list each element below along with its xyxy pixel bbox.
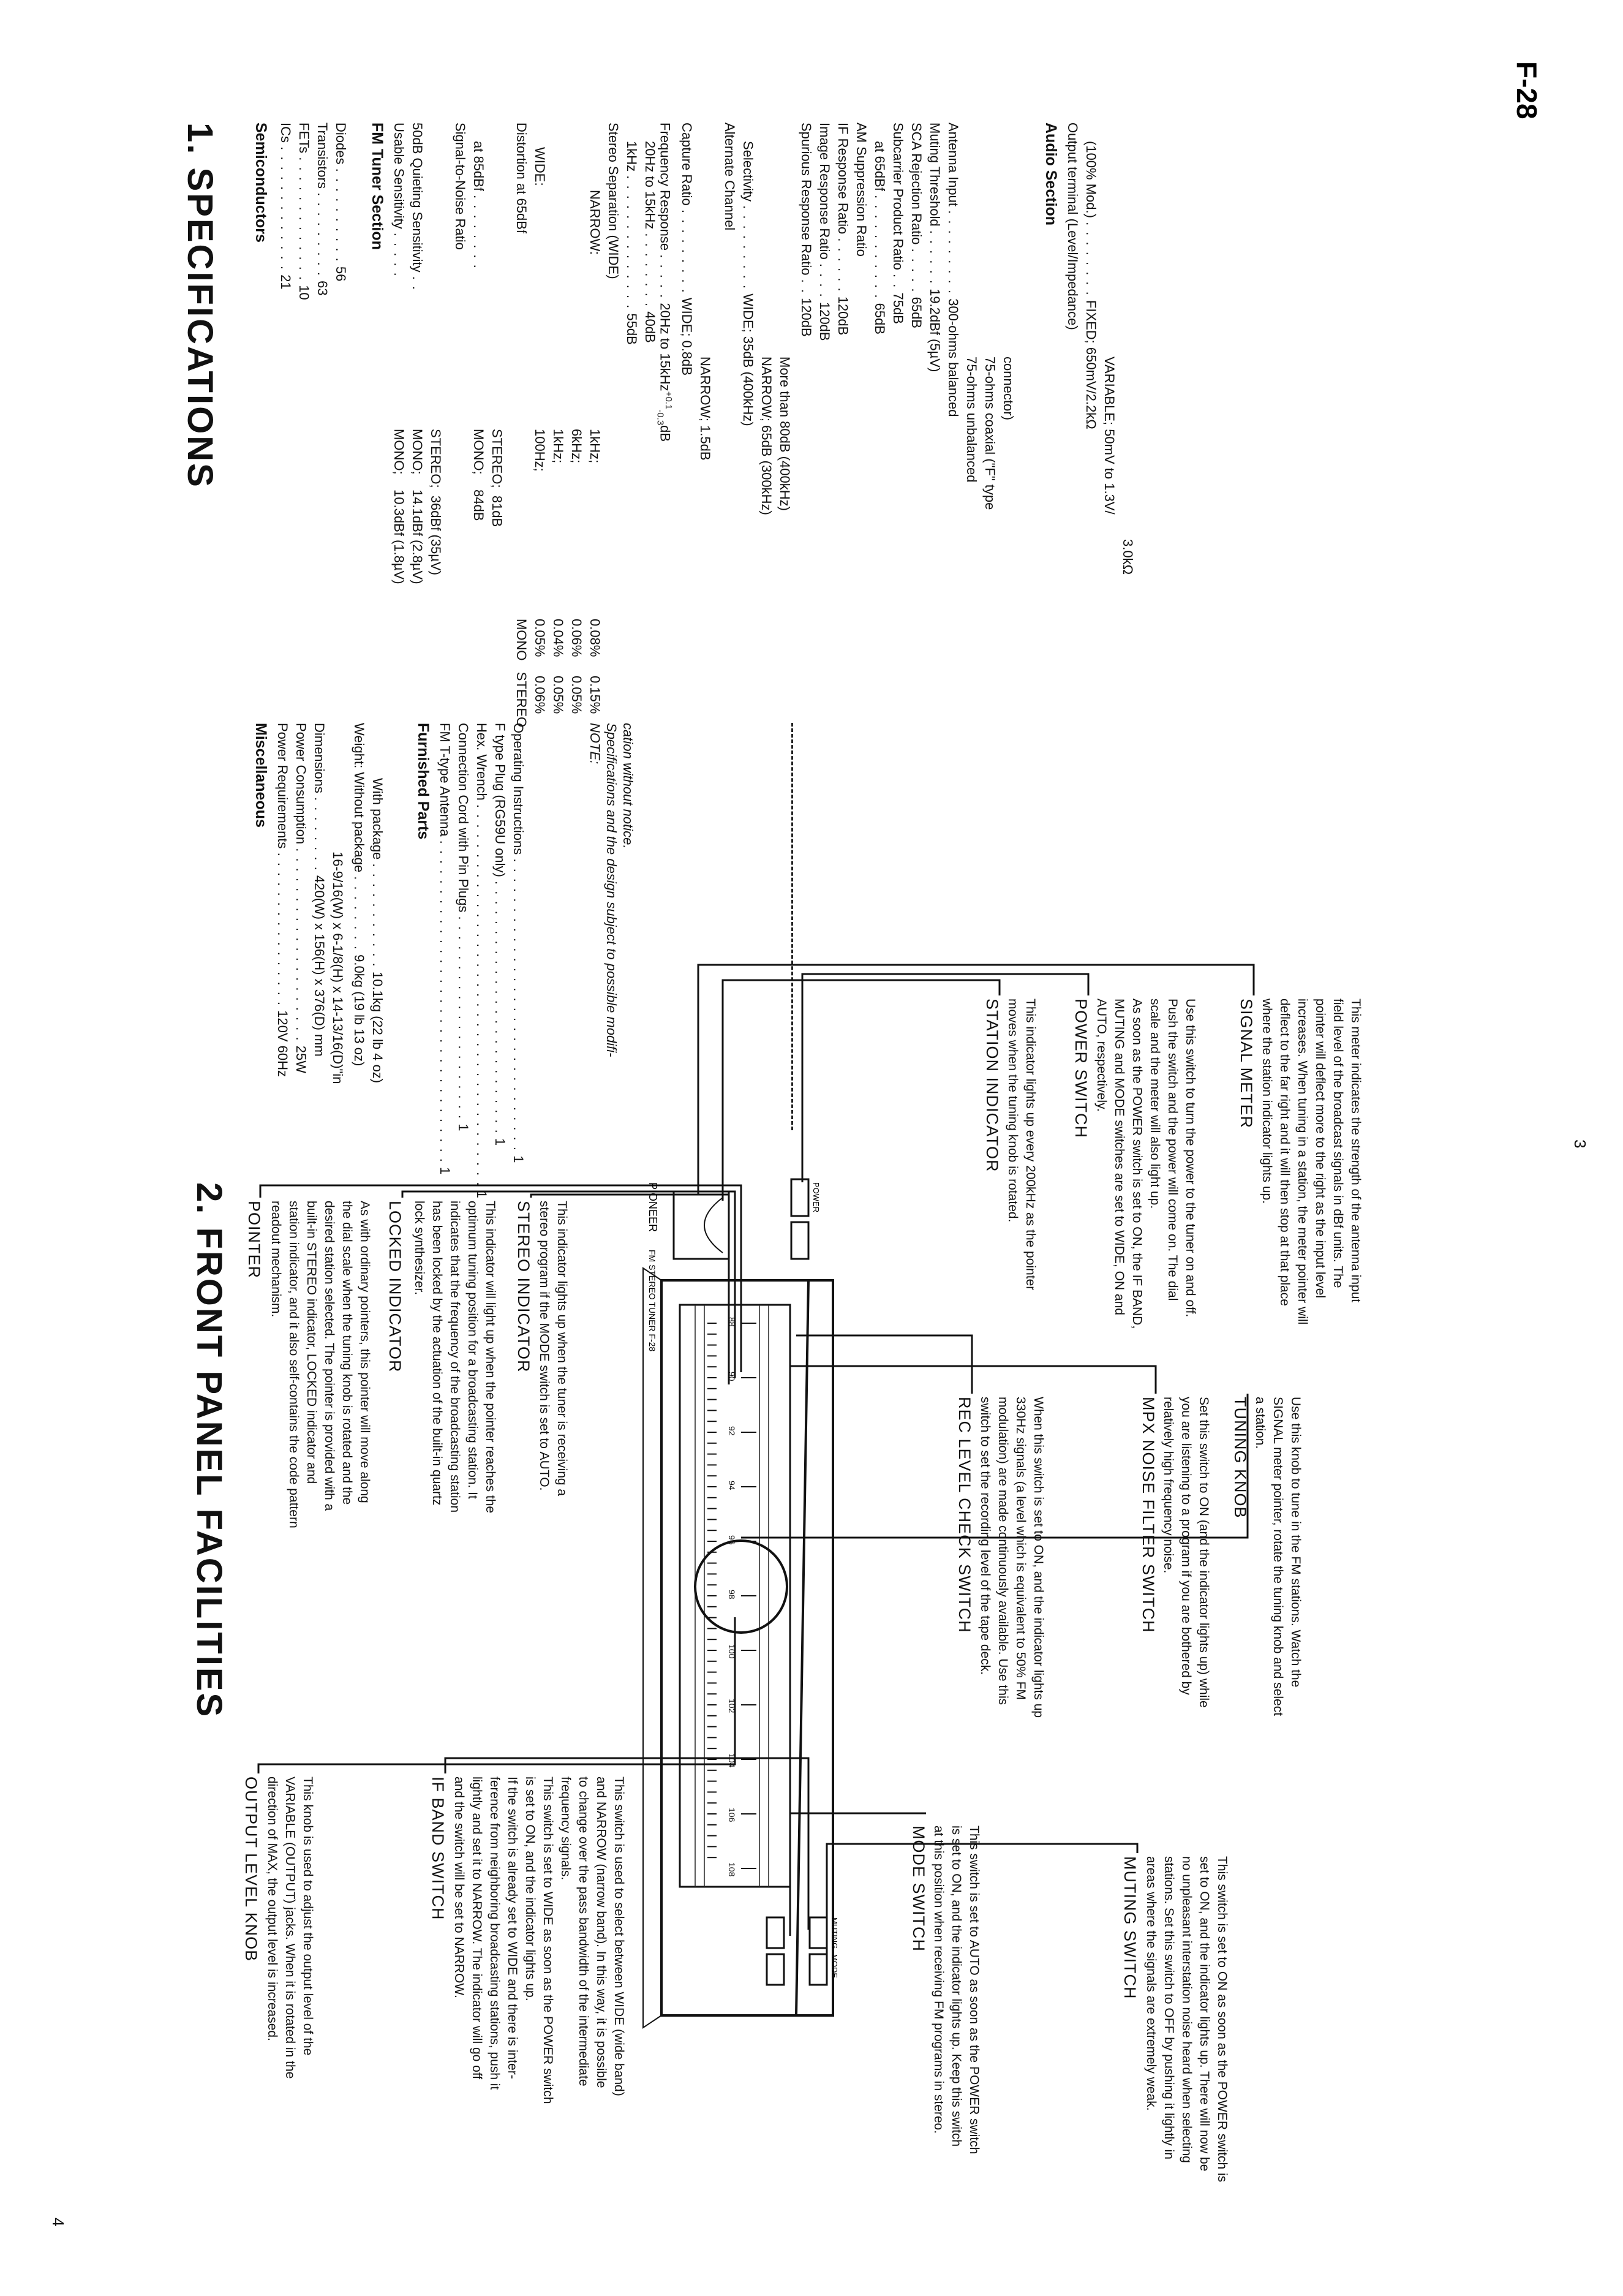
- facilities-title: 2. FRONT PANEL FACILITIES: [189, 1182, 229, 1719]
- dist-row: 1kHz;: [551, 429, 566, 464]
- dist-row: 0.08% 0.15%: [587, 619, 603, 714]
- spec-row: With package . . . . . . . . . . . 10.1kg (22 lb 4 oz): [370, 778, 385, 1084]
- panel-brand: PIONEER: [647, 1182, 659, 1233]
- spec-row: Diodes . . . . . . . . . . 56: [333, 123, 348, 282]
- spec-row: Hex. Wrench . . . . . . . . . . . . . . . . . . . . . . . . . . . . . . . . . . . . . . . 1: [474, 723, 489, 1198]
- spec-row: (100% Mod.) . . . . . . . . FIXED; 650mV/2.2kΩ: [1083, 141, 1099, 429]
- panel-model: FM STEREO TUNER F-28: [647, 1250, 657, 1352]
- muting-text: This switch is set to ON as soon as the POWER switch is set to ON, and the indicator lights up. There will now be no unpleasant interstation noise heard when selecting stations. Set this switch to OFF by pushing it lightly in areas where the signals are extremely weak.: [1144, 1856, 1229, 2183]
- spec-row: 20Hz to 15kHz . . . . . . . . 40dB: [642, 141, 658, 343]
- signal-text: This meter indicates the strength of the antenna input field level of the broadcast signals in dBf units. The pointer will deflect more to the right as the input level increases. When tuning in a station, the meter pointer will deflect to the far right and it will then stop at that place where the station indicator lights up.: [1260, 999, 1363, 1325]
- spec-row: Power Requirements . . . . . . . . . . . . . . . . 120V 60Hz: [275, 723, 290, 1078]
- pointer-text: As with ordinary pointers, this pointer will move along the dial scale when the tuning knob is rotated and the desired station selected. The pointer is provided with a built-in STEREO indicator, LOCKED indicator and station indicator, and it also self-contains the code pattern readout mechanism.: [269, 1201, 372, 1528]
- page-number-right: 4: [49, 2218, 67, 2227]
- locked-text: This indicator will light up when the pointer reaches the optimum tuning position for a broadcasting station. It indicates that the frequency of the broadcasting station has been locked by the actuation of the built-in quartz lock synthesizer.: [412, 1201, 497, 1514]
- reclevel-heading: REC LEVEL CHECK SWITCH: [955, 1397, 974, 1633]
- spec-row: Image Response Ratio . . . . 120dB: [817, 123, 832, 341]
- mpx-heading: MPX NOISE FILTER SWITCH: [1139, 1397, 1158, 1633]
- reclevel-text: When this switch is set to ON, and the indicator lights up 330Hz signals (a level which is equivalent to 50% FM modulation) are made continuously available. Use this switch to set the recording level of the tape deck.: [978, 1397, 1045, 1718]
- ifband-text: This switch is used to select between WIDE (wide band) and NARROW (narrow band). In this way, it is possible to change over the pass bandwidth of the intermediate frequency signals. This switch is set to WIDE as soon as the POWER switch is set to ON, and the indicator lights up. If the switch is already set to WIDE and there is inter- ference from neighboring broadcasting stations, push it lightly and set it to NARROW. The indicator will go off and the switch will be set to NARROW.: [452, 1777, 626, 2104]
- spec-row: SCA Rejection Ratio . . . . . 65dB: [909, 123, 924, 328]
- dist-col-header: MONO STEREO: [514, 619, 529, 728]
- dial-tick-labels: [727, 1317, 737, 1877]
- output-heading: OUTPUT LEVEL KNOB: [242, 1777, 260, 1962]
- spec-row: NARROW:: [587, 190, 603, 255]
- spec-row: Weight: Without package . . . . . . . . 9.0kg (19 lb 13 oz): [352, 723, 367, 1067]
- page-code: F-28: [1511, 61, 1543, 119]
- dial-tick-label: 106: [727, 1808, 737, 1822]
- spec-value: STEREO; 81dB: [489, 429, 505, 527]
- spec-row: FETs . . . . . . . . . . . . . 10: [296, 123, 312, 300]
- spec-row: Spurious Response Ratio . . 120dB: [799, 123, 814, 337]
- note-text: cation without notice.: [620, 723, 636, 849]
- mode-text: This switch is set to AUTO as soon as the POWER switch is set to ON, and the indicator lights up. Keep this switch at this position when receiving FM programs in stereo.: [932, 1826, 981, 2154]
- spec-row: Antenna Input . . . . . . . . . 300-ohms balanced: [946, 123, 961, 417]
- spec-row: at 85dBf . . . . . . . .: [471, 141, 486, 270]
- dial-tick-label: 88: [727, 1317, 737, 1327]
- signal-meter: [674, 1191, 729, 1259]
- dial-tick-label: 98: [727, 1590, 737, 1599]
- spec-row: FM T-type Antenna . . . . . . . . . . . . . . . . . . . . . . . . . . . . . . . . . 1: [437, 723, 453, 1175]
- spec-row: Usable Sensitivity . . . . .: [391, 123, 407, 278]
- spec-value: More than 80dB (400kHz): [777, 357, 793, 511]
- spec-row: Transistors . . . . . . . . . 63: [315, 123, 330, 296]
- misc-heading: Miscellaneous: [252, 723, 269, 828]
- mode-heading: MODE SWITCH: [909, 1826, 928, 1952]
- spec-value: 3.0kΩ: [1120, 539, 1135, 575]
- spec-row: at 65dBf . . . . . . . . . . . 65dB: [872, 141, 887, 334]
- spec-row: Subcarrier Product Ratio . . 75dB: [891, 123, 906, 324]
- tuning-heading: TUNING KNOB: [1231, 1397, 1249, 1519]
- panel-muting-label: MUTING: [830, 1917, 839, 1949]
- leader-lines: [258, 965, 1254, 1973]
- dial-tick-label: 92: [727, 1426, 737, 1436]
- ifband-heading: IF BAND SWITCH: [429, 1777, 447, 1920]
- spec-value: NARROW; 1.5dB: [698, 357, 713, 461]
- tuning-knob: [695, 1541, 787, 1633]
- dial-tick-label: 100: [727, 1644, 737, 1659]
- dial-tick-label: 102: [727, 1699, 737, 1713]
- audio-heading: Audio Section: [1042, 123, 1060, 226]
- station-text: This indicator lights up every 200kHz as the pointer moves when the tuning knob is rotated.: [1006, 999, 1037, 1291]
- spec-row: Distortion at 65dBf: [514, 123, 529, 233]
- station-heading: STATION INDICATOR: [983, 999, 1001, 1173]
- page-number-left: 3: [1571, 1139, 1589, 1149]
- locked-heading: LOCKED INDICATOR: [386, 1201, 404, 1373]
- spec-row: Muting Threshold . . . . . . 19.2dBf (5µV): [927, 123, 943, 372]
- signal-heading: SIGNAL METER: [1237, 999, 1256, 1129]
- spec-value: STEREO; 36dBf (35µV): [428, 429, 443, 575]
- spec-row: Dimensions . . . . . . . . 420(W) x 156(H) x 376(D) mm: [312, 723, 327, 1057]
- spec-row: IF Response Ratio . . . . . . 120dB: [835, 123, 851, 336]
- spec-value: connector): [1001, 357, 1016, 420]
- spec-row: AM Suppression Ratio: [854, 123, 869, 257]
- spec-row: 50dB Quieting Sensitivity . .: [410, 123, 425, 292]
- spec-value: 16-9/16(W) x 6-1/8(H) x 14-13/16(D)"in: [330, 852, 345, 1084]
- dist-row: 0.04% 0.05%: [551, 619, 566, 714]
- spec-row: Selectivity . . . . . . . . . WIDE; 35dB (400kHz): [740, 141, 756, 426]
- dist-row: 6kHz;: [569, 429, 584, 464]
- spec-value: MONO; 14.1dBf (2.8µV): [410, 429, 425, 584]
- dial-tick-label: 96: [727, 1535, 737, 1545]
- dist-row: 1kHz;: [587, 429, 603, 464]
- specs-title: 1. SPECIFICATIONS: [180, 123, 220, 489]
- furnished-heading: Furnished Parts: [415, 723, 432, 840]
- spec-row: 1kHz . . . . . . . . . . . . . . 55dB: [624, 141, 639, 345]
- fm-heading: FM Tuner Section: [369, 123, 386, 250]
- power-heading: POWER SWITCH: [1072, 999, 1090, 1138]
- muting-heading: MUTING SWITCH: [1121, 1856, 1139, 2000]
- spec-value: MONO; 10.3dBf (1.8µV): [391, 429, 407, 584]
- spec-row: Frequency Response . . . . . 20Hz to 15kHz$^{+0.1}_{-0.3}$dB: [655, 123, 674, 442]
- note-label: NOTE:: [587, 723, 603, 765]
- tuner-front-panel: [643, 1268, 833, 2028]
- panel-mode-label: MODE: [830, 1954, 839, 1978]
- spec-value: 75-ohms unbalanced: [964, 357, 979, 483]
- spec-row: Operating Instructions . . . . . . . . . . . . . . . . . . . . . . . . . . . . . . 1: [511, 723, 526, 1163]
- semiconductors-heading: Semiconductors: [252, 123, 269, 243]
- dist-row: 0.06% 0.05%: [569, 619, 584, 714]
- spec-row: WIDE:: [532, 147, 548, 186]
- spec-row: Signal-to-Noise Ratio: [453, 123, 468, 250]
- tuning-text: Use this knob to tune in the FM stations. Watch the SIGNAL meter pointer, rotate the tuning knob and select a station.: [1253, 1397, 1303, 1716]
- spec-value: VARIABLE; 50mV to 1.3V/: [1102, 357, 1117, 515]
- spec-row: Connection Cord with Pin Plugs . . . . . . . . . . . . . . . . . . . . . 1: [456, 723, 471, 1131]
- stereo-text: This indicator lights up when the tuner is receiving a stereo program if the MODE switch is set to AUTO.: [537, 1201, 569, 1497]
- pointer-heading: POINTER: [245, 1201, 263, 1279]
- spec-row: Capture Ratio . . . . . . . . . WIDE; 0.8dB: [679, 123, 695, 376]
- dial-tick-label: 94: [727, 1481, 737, 1490]
- spec-row: Alternate Channel: [722, 123, 737, 231]
- spec-value: MONO; 84dB: [471, 429, 486, 521]
- dial-tick-label: 104: [727, 1753, 737, 1768]
- note-text: Specifications and the design subject to possible modifi-: [604, 723, 619, 1057]
- spec-row: Stereo Separation (WIDE): [606, 123, 621, 279]
- mpx-text: Set this switch to ON (and the indicator lights up) while you are listening to a program if you are bothered by relatively high frequency noise.: [1161, 1397, 1211, 1708]
- output-text: This knob is used to adjust the output level of the VARIABLE (OUTPUT) jacks. When it is rotated in the direction of MAX, the output level is increased.: [265, 1777, 315, 2079]
- spec-row: ICs . . . . . . . . . . . . . 21: [278, 123, 293, 290]
- stereo-heading: STEREO INDICATOR: [514, 1201, 533, 1373]
- spec-value: 75-ohms coaxial ("F" type: [982, 357, 998, 510]
- panel-power-label: POWER: [812, 1182, 821, 1213]
- dial-tick-label: 90: [727, 1372, 737, 1381]
- dial-tick-label: 108: [727, 1862, 737, 1877]
- dist-row: 0.05% 0.06%: [532, 619, 548, 714]
- spec-row: Output terminal (Level/Impedance): [1065, 123, 1080, 330]
- spec-row: Power Consumption . . . . . . . . . . . . . . . . . . . . 25W: [293, 723, 309, 1073]
- spec-row: F type Plug (RG59U only) . . . . . . . . . . . . . . . . . . . . . . . . . . 1: [492, 723, 508, 1146]
- dist-row: 100Hz;: [532, 429, 548, 472]
- power-text: Use this switch to turn the power to the tuner on and off. Push the switch and the power will come on. The dial scale and the meter will also light up. As soon as the POWER switch is set to ON, the IF BAND, MUTING and MODE switches are set to WIDE, ON and AUTO, respectively.: [1094, 999, 1197, 1329]
- push-switches: [767, 1179, 827, 1985]
- spec-value: NARROW; 65dB (300kHz): [759, 357, 774, 515]
